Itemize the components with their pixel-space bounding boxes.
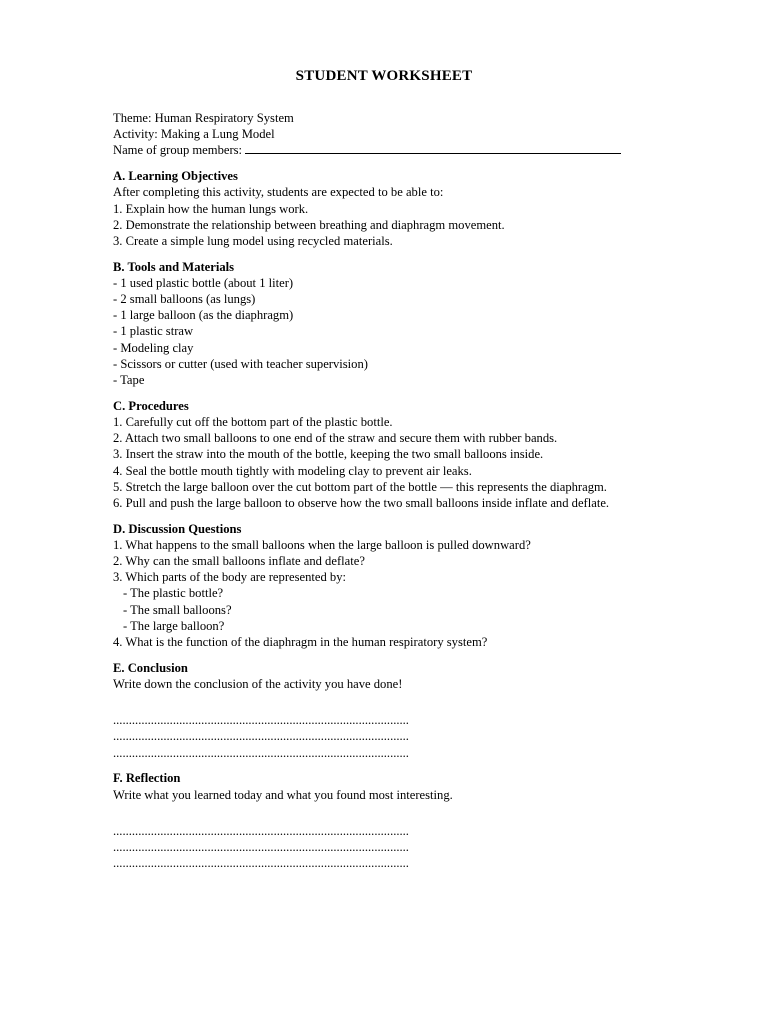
- worksheet-body: [113, 110, 673, 871]
- procedure-step: 5. Stretch the large balloon over the cut bottom part of the bottle — this represents the diaphragm.: [113, 479, 607, 494]
- discussion-subquestion: - The large balloon?: [123, 618, 225, 633]
- discussion-question: 3. Which parts of the body are represented by:: [113, 570, 347, 585]
- reflection-heading: F. Reflection: [113, 771, 181, 786]
- tool-item: - Tape: [113, 373, 145, 388]
- reflection-answer-line[interactable]: ..............................................................................................: [113, 823, 409, 838]
- conclusion-answer-line[interactable]: ..............................................................................................: [113, 729, 409, 744]
- discussion-question: 4. What is the function of the diaphragm in the human respiratory system?: [113, 635, 488, 650]
- procedure-step: 3. Insert the straw into the mouth of the bottle, keeping the two small balloons inside.: [113, 447, 544, 462]
- conclusion-heading: E. Conclusion: [113, 660, 188, 675]
- objective-item: 1. Explain how the human lungs work.: [113, 201, 309, 216]
- tool-item: - 1 used plastic bottle (about 1 liter): [113, 275, 294, 290]
- theme-line: Theme: Human Respiratory System: [113, 111, 294, 125]
- group-members-line: [113, 142, 673, 158]
- tool-item: - 2 small balloons (as lungs): [113, 292, 256, 307]
- procedure-step: 6. Pull and push the large balloon to observe how the two small balloons inside inflate and deflate.: [113, 495, 610, 510]
- reflection-answer-line[interactable]: ..............................................................................................: [113, 839, 409, 854]
- objective-item: 2. Demonstrate the relationship between breathing and diaphragm movement.: [113, 217, 505, 232]
- discussion-subquestion: - The plastic bottle?: [123, 586, 224, 601]
- discussion-subquestion: - The small balloons?: [123, 602, 232, 617]
- procedures-heading: C. Procedures: [113, 398, 189, 413]
- discussion-question: 1. What happens to the small balloons when the large balloon is pulled downward?: [113, 537, 531, 552]
- activity-line: Activity: Making a Lung Model: [113, 127, 275, 142]
- conclusion-prompt: Write down the conclusion of the activity you have done!: [113, 677, 403, 691]
- group-members-label: Name of group members:: [113, 143, 243, 158]
- tool-item: - Modeling clay: [113, 340, 194, 355]
- reflection-answer-line[interactable]: ..............................................................................................: [113, 856, 409, 871]
- discussion-question: 2. Why can the small balloons inflate and deflate?: [113, 554, 365, 569]
- procedure-step: 2. Attach two small balloons to one end of the straw and secure them with rubber bands.: [113, 431, 558, 446]
- conclusion-answer-line[interactable]: ..............................................................................................: [113, 713, 409, 728]
- objectives-intro: After completing this activity, students are expected to be able to:: [113, 185, 444, 200]
- procedure-step: 4. Seal the bottle mouth tightly with modeling clay to prevent air leaks.: [113, 463, 472, 478]
- objective-item: 3. Create a simple lung model using recycled materials.: [113, 233, 393, 248]
- conclusion-answer-line[interactable]: ..............................................................................................: [113, 745, 409, 760]
- tool-item: - Scissors or cutter (used with teacher supervision): [113, 356, 368, 371]
- tools-heading: B. Tools and Materials: [113, 259, 235, 274]
- objectives-heading: A. Learning Objectives: [113, 169, 238, 184]
- tool-item: - 1 large balloon (as the diaphragm): [113, 308, 294, 323]
- tool-item: - 1 plastic straw: [113, 324, 194, 339]
- page-title: STUDENT WORKSHEET: [295, 68, 473, 84]
- discussion-heading: D. Discussion Questions: [113, 521, 242, 536]
- group-members-blank[interactable]: [245, 142, 621, 154]
- reflection-prompt: Write what you learned today and what you found most interesting.: [113, 787, 453, 802]
- procedure-step: 1. Carefully cut off the bottom part of the plastic bottle.: [113, 414, 393, 429]
